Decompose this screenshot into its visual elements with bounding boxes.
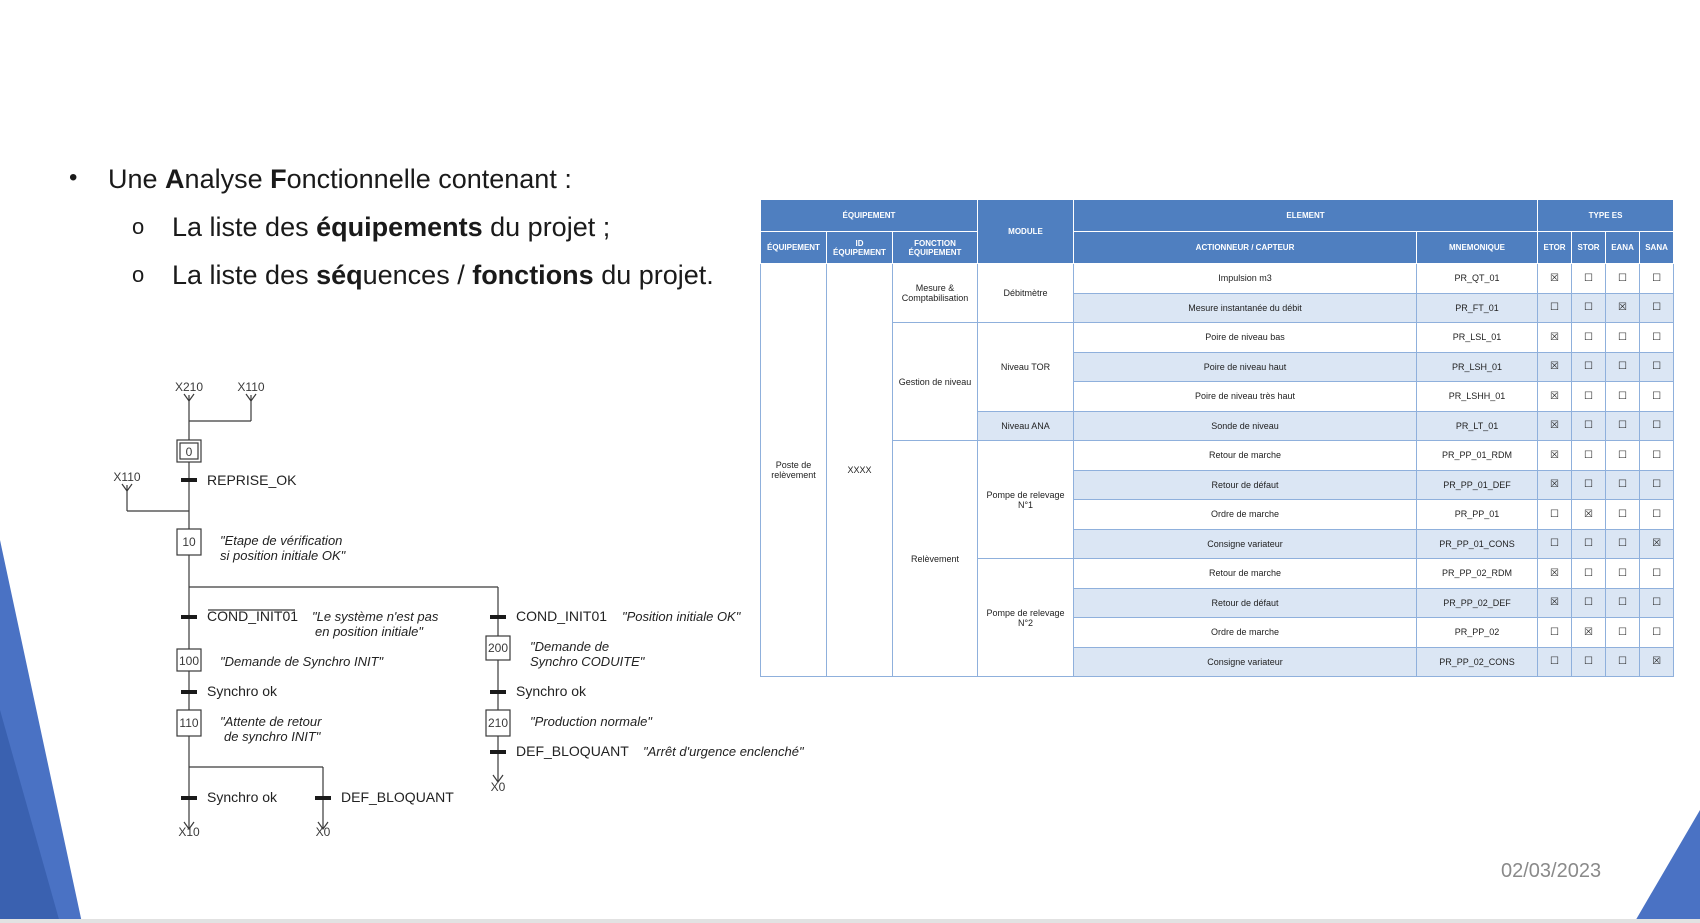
element-cell: Impulsion m3 (1074, 264, 1417, 294)
stor-checkbox (1572, 264, 1606, 294)
transition-comment: "Arrêt d'urgence enclenché" (643, 744, 804, 759)
element-cell: Ordre de marche (1074, 618, 1417, 648)
stor-checkbox (1572, 441, 1606, 471)
element-cell: Consigne variateur (1074, 529, 1417, 559)
decorative-triangle-right (1634, 810, 1700, 923)
mnemonique-cell: PR_FT_01 (1417, 293, 1538, 323)
checkbox-icon: ☐ (1584, 449, 1594, 461)
header-module: MODULE (978, 200, 1074, 264)
mnemonique-cell: PR_PP_01_CONS (1417, 529, 1538, 559)
header-eana: EANA (1606, 232, 1640, 264)
checkbox-icon: ☐ (1618, 597, 1628, 609)
etor-checkbox (1538, 352, 1572, 382)
eana-checkbox (1606, 441, 1640, 471)
module-cell: Pompe de relevage N°2 (978, 559, 1074, 677)
eana-checkbox (1606, 647, 1640, 677)
eana-checkbox (1606, 588, 1640, 618)
checkbox-icon: ☐ (1584, 272, 1594, 284)
etor-checkbox (1538, 293, 1572, 323)
stor-checkbox (1572, 588, 1606, 618)
etor-checkbox (1538, 411, 1572, 441)
element-cell: Mesure instantanée du débit (1074, 293, 1417, 323)
checkbox-icon: ☐ (1584, 597, 1594, 609)
etor-checkbox (1538, 559, 1572, 589)
checkbox-icon: ☐ (1550, 656, 1560, 668)
mnemonique-cell: PR_PP_02_CONS (1417, 647, 1538, 677)
stor-checkbox (1572, 500, 1606, 530)
element-cell: Consigne variateur (1074, 647, 1417, 677)
stor-checkbox (1572, 382, 1606, 412)
checkbox-icon: ☐ (1618, 272, 1628, 284)
equipement-cell: Poste de relèvement (761, 264, 827, 677)
eana-checkbox (1606, 293, 1640, 323)
checkbox-icon: ☒ (1550, 420, 1560, 432)
checkbox-icon: ☐ (1618, 538, 1628, 550)
sana-checkbox (1640, 647, 1674, 677)
element-cell: Retour de défaut (1074, 588, 1417, 618)
mnemonique-cell: PR_QT_01 (1417, 264, 1538, 294)
checkbox-icon: ☐ (1618, 361, 1628, 373)
checkbox-icon: ☐ (1550, 302, 1560, 314)
checkbox-icon: ☒ (1550, 331, 1560, 343)
etor-checkbox (1538, 618, 1572, 648)
element-cell: Poire de niveau bas (1074, 323, 1417, 353)
checkbox-icon: ☐ (1584, 656, 1594, 668)
grafcet-step: 0 (185, 445, 193, 459)
header-etor: ETOR (1538, 232, 1572, 264)
sana-checkbox (1640, 470, 1674, 500)
checkbox-icon: ☒ (1618, 302, 1628, 314)
sana-checkbox (1640, 441, 1674, 471)
fonction-cell: Gestion de niveau (893, 323, 978, 441)
header-fonction-equipement: FONCTION ÉQUIPEMENT (893, 232, 978, 264)
transition-comment: "Position initiale OK" (622, 609, 741, 624)
transition-label: DEF_BLOQUANT (341, 789, 454, 805)
header-equipement-group: ÉQUIPEMENT (761, 200, 978, 232)
grafcet-ref: X10 (178, 825, 200, 839)
checkbox-icon: ☐ (1550, 626, 1560, 638)
checkbox-icon: ☒ (1550, 390, 1560, 402)
slide-date: 02/03/2023 (1501, 860, 1602, 882)
checkbox-icon: ☒ (1584, 508, 1594, 520)
mnemonique-cell: PR_PP_01_DEF (1417, 470, 1538, 500)
stor-checkbox (1572, 559, 1606, 589)
sana-checkbox (1640, 500, 1674, 530)
etor-checkbox (1538, 500, 1572, 530)
sana-checkbox (1640, 293, 1674, 323)
id-equipement-cell: XXXX (827, 264, 893, 677)
step-comment: "Attente de retour (220, 714, 322, 729)
checkbox-icon: ☐ (1618, 567, 1628, 579)
checkbox-icon: ☐ (1550, 538, 1560, 550)
mnemonique-cell: PR_LT_01 (1417, 411, 1538, 441)
checkbox-icon: ☒ (1584, 626, 1594, 638)
checkbox-icon: ☐ (1652, 390, 1662, 402)
step-comment: de synchro INIT" (224, 729, 321, 744)
checkbox-icon: ☐ (1618, 656, 1628, 668)
stor-checkbox (1572, 293, 1606, 323)
checkbox-icon: ☐ (1618, 420, 1628, 432)
etor-checkbox (1538, 647, 1572, 677)
mnemonique-cell: PR_LSHH_01 (1417, 382, 1538, 412)
sana-checkbox (1640, 559, 1674, 589)
transition-label: DEF_BLOQUANT (516, 743, 629, 759)
header-mnemonique: MNEMONIQUE (1417, 232, 1538, 264)
checkbox-icon: ☒ (1550, 272, 1560, 284)
checkbox-icon: ☐ (1652, 420, 1662, 432)
grafcet-step: 210 (487, 716, 509, 730)
grafcet-step: 110 (179, 716, 199, 730)
step-comment: si position initiale OK" (220, 548, 346, 563)
sub-bullet-text: La liste des séquences / fonctions du projet. (172, 260, 714, 290)
checkbox-icon: ☐ (1584, 331, 1594, 343)
step-comment: "Etape de vérification (220, 533, 343, 548)
checkbox-icon: ☐ (1584, 361, 1594, 373)
mnemonique-cell: PR_PP_02 (1417, 618, 1538, 648)
checkbox-icon: ☒ (1550, 567, 1560, 579)
checkbox-icon: ☒ (1652, 656, 1662, 668)
checkbox-icon: ☐ (1652, 567, 1662, 579)
transition-label: Synchro ok (207, 683, 278, 699)
checkbox-icon: ☐ (1584, 390, 1594, 402)
element-cell: Retour de défaut (1074, 470, 1417, 500)
module-cell: Niveau ANA (978, 411, 1074, 441)
bullet-text: Une Analyse Fonctionnelle contenant : (108, 164, 572, 194)
transition-label: REPRISE_OK (207, 472, 297, 488)
eana-checkbox (1606, 323, 1640, 353)
mnemonique-cell: PR_PP_02_DEF (1417, 588, 1538, 618)
element-cell: Poire de niveau très haut (1074, 382, 1417, 412)
eana-checkbox (1606, 264, 1640, 294)
checkbox-icon: ☐ (1618, 449, 1628, 461)
checkbox-icon: ☒ (1652, 538, 1662, 550)
grafcet-step: 100 (178, 654, 200, 668)
grafcet-ref: X110 (113, 470, 141, 484)
header-stor: STOR (1572, 232, 1606, 264)
transition-comment: en position initiale" (315, 624, 423, 639)
stor-checkbox (1572, 470, 1606, 500)
etor-checkbox (1538, 441, 1572, 471)
grafcet-ref: X110 (237, 380, 265, 394)
stor-checkbox (1572, 352, 1606, 382)
etor-checkbox (1538, 382, 1572, 412)
checkbox-icon: ☐ (1652, 361, 1662, 373)
checkbox-icon: ☐ (1652, 331, 1662, 343)
etor-checkbox (1538, 470, 1572, 500)
checkbox-icon: ☒ (1550, 361, 1560, 373)
checkbox-icon: ☐ (1652, 272, 1662, 284)
step-comment: Synchro CODUITE" (530, 654, 645, 669)
bullet-marker: • (69, 164, 78, 191)
grafcet-step: 200 (487, 641, 509, 655)
etor-checkbox (1538, 323, 1572, 353)
step-comment: "Demande de Synchro INIT" (220, 654, 384, 669)
mnemonique-cell: PR_LSH_01 (1417, 352, 1538, 382)
header-actionneur-capteur: ACTIONNEUR / CAPTEUR (1074, 232, 1417, 264)
etor-checkbox (1538, 264, 1572, 294)
mnemonique-cell: PR_PP_02_RDM (1417, 559, 1538, 589)
sana-checkbox (1640, 264, 1674, 294)
element-cell: Retour de marche (1074, 441, 1417, 471)
element-cell: Sonde de niveau (1074, 411, 1417, 441)
header-types-group: TYPE ES (1538, 200, 1674, 232)
checkbox-icon: ☐ (1584, 302, 1594, 314)
checkbox-icon: ☐ (1550, 508, 1560, 520)
grafcet-ref: X210 (174, 380, 204, 394)
grafcet-ref: X0 (490, 780, 506, 794)
checkbox-icon: ☐ (1652, 508, 1662, 520)
checkbox-icon: ☐ (1584, 567, 1594, 579)
transition-label: Synchro ok (516, 683, 587, 699)
checkbox-icon: ☐ (1584, 479, 1594, 491)
element-cell: Ordre de marche (1074, 500, 1417, 530)
checkbox-icon: ☐ (1584, 538, 1594, 550)
checkbox-icon: ☐ (1652, 302, 1662, 314)
sana-checkbox (1640, 529, 1674, 559)
checkbox-icon: ☐ (1618, 331, 1628, 343)
eana-checkbox (1606, 352, 1640, 382)
sub-bullet-marker: o (132, 262, 145, 287)
checkbox-icon: ☐ (1618, 479, 1628, 491)
stor-checkbox (1572, 647, 1606, 677)
sana-checkbox (1640, 588, 1674, 618)
transition-comment: "Le système n'est pas (312, 609, 439, 624)
checkbox-icon: ☒ (1550, 479, 1560, 491)
eana-checkbox (1606, 411, 1640, 441)
stor-checkbox (1572, 529, 1606, 559)
stor-checkbox (1572, 618, 1606, 648)
step-comment: "Production normale" (530, 714, 652, 729)
grafcet-ref: X0 (315, 825, 331, 839)
mnemonique-cell: PR_PP_01_RDM (1417, 441, 1538, 471)
sana-checkbox (1640, 618, 1674, 648)
transition-label: Synchro ok (207, 789, 278, 805)
checkbox-icon: ☐ (1652, 449, 1662, 461)
sub-bullet-text: La liste des équipements du projet ; (172, 212, 611, 242)
element-cell: Retour de marche (1074, 559, 1417, 589)
checkbox-icon: ☐ (1618, 508, 1628, 520)
checkbox-icon: ☐ (1618, 626, 1628, 638)
header-sana: SANA (1640, 232, 1674, 264)
sana-checkbox (1640, 352, 1674, 382)
module-cell: Niveau TOR (978, 323, 1074, 412)
eana-checkbox (1606, 470, 1640, 500)
sana-checkbox (1640, 382, 1674, 412)
sana-checkbox (1640, 411, 1674, 441)
checkbox-icon: ☒ (1550, 449, 1560, 461)
fonction-cell: Mesure & Comptabilisation (893, 264, 978, 323)
eana-checkbox (1606, 559, 1640, 589)
eana-checkbox (1606, 500, 1640, 530)
checkbox-icon: ☐ (1584, 420, 1594, 432)
fonction-cell: Relèvement (893, 441, 978, 677)
header-element-group: ELEMENT (1074, 200, 1538, 232)
sub-bullet-marker: o (132, 214, 145, 239)
checkbox-icon: ☐ (1652, 479, 1662, 491)
module-cell: Débitmètre (978, 264, 1074, 323)
eana-checkbox (1606, 529, 1640, 559)
header-equipement: ÉQUIPEMENT (761, 232, 827, 264)
transition-label: COND_INIT01 (207, 608, 299, 624)
header-id-equipement: ID ÉQUIPEMENT (827, 232, 893, 264)
transition-label: COND_INIT01 (516, 608, 608, 624)
mnemonique-cell: PR_LSL_01 (1417, 323, 1538, 353)
sana-checkbox (1640, 323, 1674, 353)
step-comment: "Demande de (530, 639, 610, 654)
etor-checkbox (1538, 588, 1572, 618)
module-cell: Pompe de relevage N°1 (978, 441, 1074, 559)
eana-checkbox (1606, 382, 1640, 412)
etor-checkbox (1538, 529, 1572, 559)
eana-checkbox (1606, 618, 1640, 648)
stor-checkbox (1572, 323, 1606, 353)
checkbox-icon: ☐ (1652, 597, 1662, 609)
element-cell: Poire de niveau haut (1074, 352, 1417, 382)
checkbox-icon: ☒ (1550, 597, 1560, 609)
mnemonique-cell: PR_PP_01 (1417, 500, 1538, 530)
checkbox-icon: ☐ (1618, 390, 1628, 402)
grafcet-step: 10 (182, 535, 196, 549)
checkbox-icon: ☐ (1652, 626, 1662, 638)
stor-checkbox (1572, 411, 1606, 441)
